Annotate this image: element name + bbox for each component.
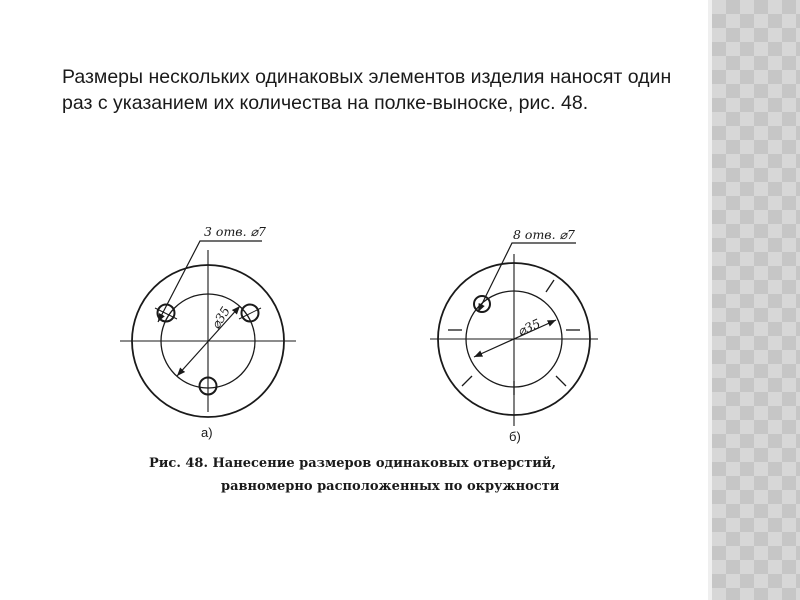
sublabel-a: а) <box>201 425 213 440</box>
dimension-label-b: ⌀35 <box>515 315 543 339</box>
drawing-a <box>120 241 296 417</box>
slide-body-text: Размеры нескольких одинаковых элементов изделия наносят один раз с указанием их количества на полке-выноске, рис. 48. <box>62 66 672 114</box>
callout-b: 8 отв. ⌀7 <box>513 227 576 242</box>
dimension-label-a: ⌀35 <box>207 303 233 332</box>
drawing-b <box>430 243 598 426</box>
callout-a: 3 отв. ⌀7 <box>204 224 267 239</box>
leader-b <box>478 243 576 312</box>
sublabel-b: б) <box>509 429 521 444</box>
figure-caption-line1: Рис. 48. Нанесение размеров одинаковых отверстий, <box>149 456 557 471</box>
figure-caption-line2: равномерно расположенных по окружности <box>221 479 560 494</box>
